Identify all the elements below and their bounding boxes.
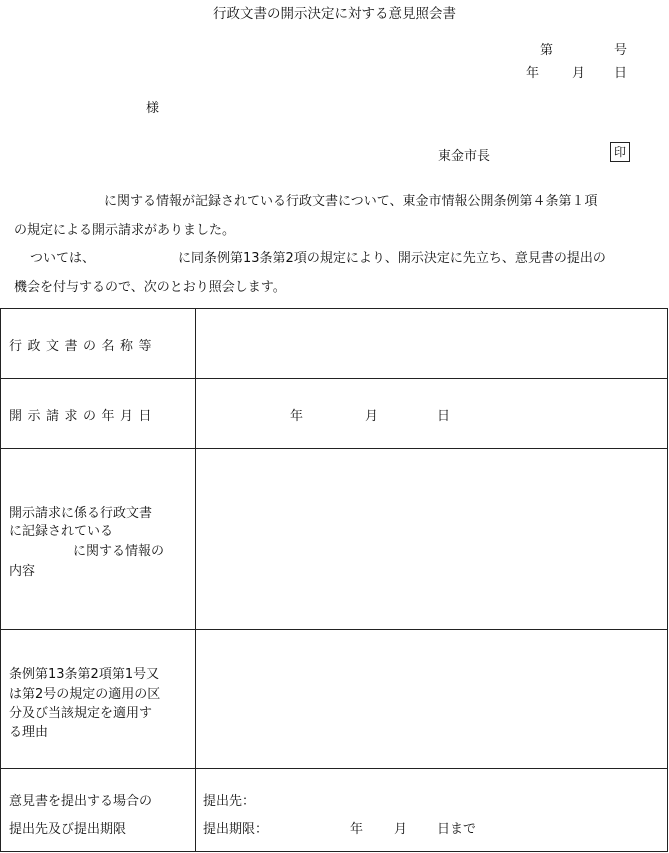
row-info-content-label-line-2: に記録されている [9, 524, 114, 539]
body-paragraph-2-line-1: に同条例第13条第2項の規定により、開示決定に先立ち、意見書の提出の [178, 251, 606, 266]
addressee-suffix: 様 [146, 101, 160, 116]
body-paragraph-1-line-2: の規定による開示請求がありました。 [14, 223, 236, 238]
sender-name: 東金市長 [438, 149, 491, 164]
row-submission-label-line-2: 提出先及び提出期限 [9, 822, 127, 837]
table-row-divider [1, 768, 667, 769]
row-info-content-label-line-3: に関する情報の [73, 544, 165, 559]
body-paragraph-1-line-1: に関する情報が記録されている行政文書について、東金市情報公開条例第４条第１項 [104, 194, 598, 209]
row-reason-label-line-3: 分及び当該規定を適用す [9, 706, 153, 721]
submission-destination-label: 提出先： [203, 794, 256, 809]
row-info-content-label-line-1: 開示請求に係る行政文書 [9, 506, 153, 521]
seal-stamp: 印 [610, 142, 630, 162]
date-month-label: 月 [572, 66, 586, 81]
body-paragraph-2-start: ついては、 [30, 251, 96, 266]
deadline-month: 月 [394, 822, 408, 837]
table-column-divider [195, 309, 196, 851]
request-date-year: 年 [290, 409, 304, 424]
row-document-name-label: 行政文書の名称等 [9, 339, 158, 354]
body-paragraph-2-line-2: 機会を付与するので、次のとおり照会します。 [14, 280, 286, 295]
document-number-suffix: 号 [614, 43, 628, 58]
deadline-year: 年 [350, 822, 364, 837]
date-day-label: 日 [614, 66, 628, 81]
request-date-month: 月 [365, 409, 379, 424]
row-reason-label-line-1: 条例第13条第2項第1号又 [9, 667, 160, 682]
row-reason-label-line-2: は第2号の規定の適用の区 [9, 687, 161, 702]
deadline-day-until: 日まで [437, 822, 477, 837]
request-date-day: 日 [437, 409, 451, 424]
document-number-prefix: 第 [540, 43, 554, 58]
submission-deadline-label: 提出期限： [203, 822, 269, 837]
date-year-label: 年 [526, 66, 540, 81]
inquiry-table [0, 308, 668, 852]
row-info-content-label-line-4: 内容 [9, 564, 36, 579]
row-request-date-label: 開示請求の年月日 [9, 409, 158, 424]
table-row-divider [1, 448, 667, 449]
row-reason-label-line-4: る理由 [9, 725, 49, 740]
row-submission-label-line-1: 意見書を提出する場合の [9, 794, 153, 809]
document-title: 行政文書の開示決定に対する意見照会書 [213, 6, 456, 22]
table-row-divider [1, 629, 667, 630]
table-row-divider [1, 378, 667, 379]
